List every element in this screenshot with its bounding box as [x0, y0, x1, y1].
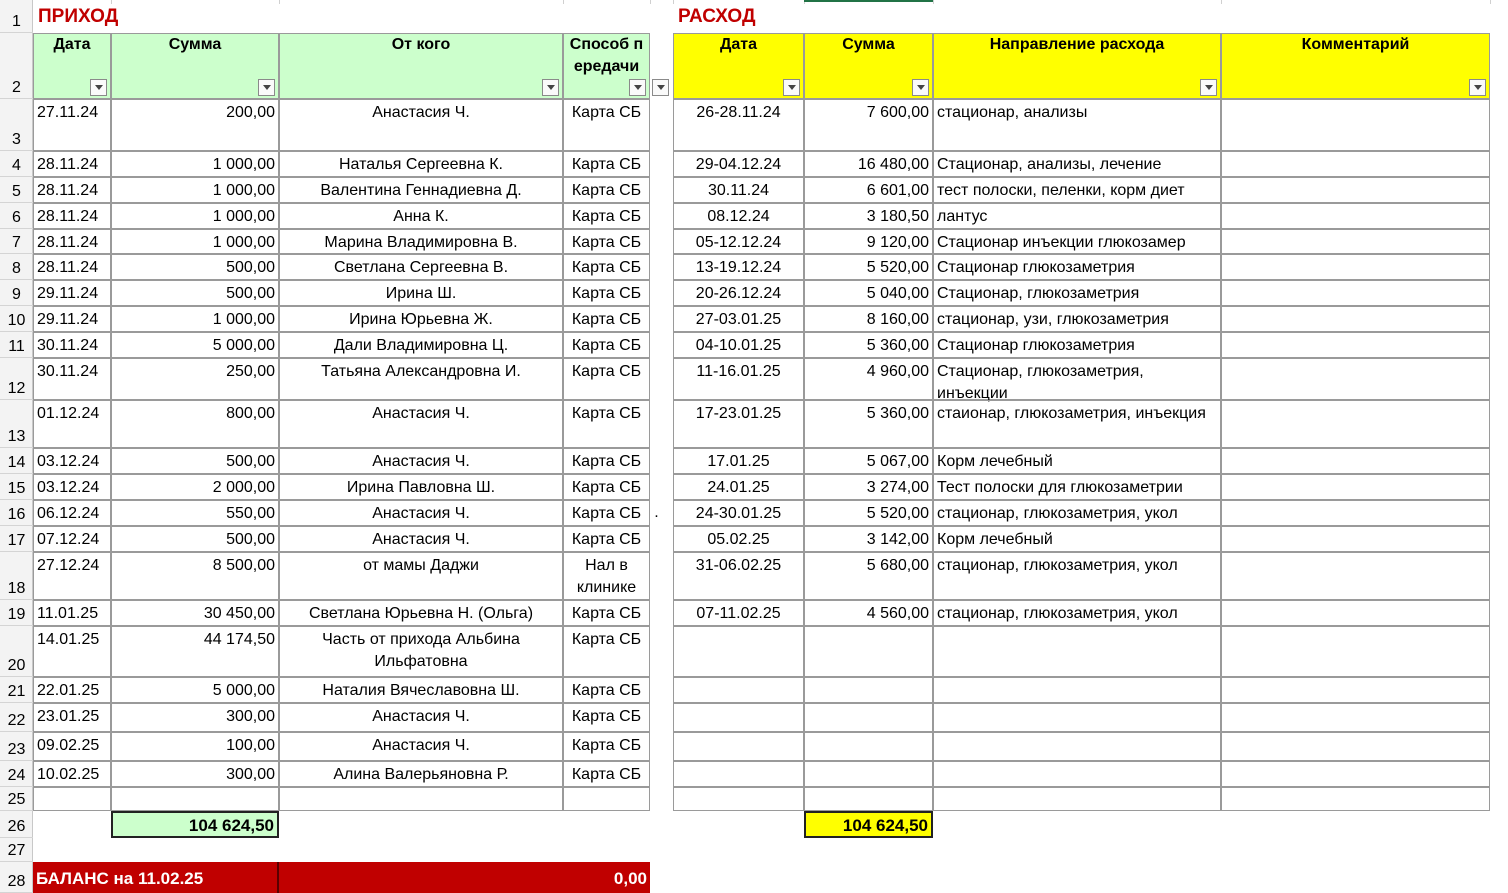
income-method-cell[interactable]: Карта СБ: [563, 732, 650, 761]
expense-date-cell[interactable]: 31-06.02.25: [673, 552, 804, 600]
expense-header-amount[interactable]: Сумма: [804, 33, 933, 99]
income-empty-cell[interactable]: [33, 787, 111, 811]
income-method-cell[interactable]: Карта СБ: [563, 203, 650, 229]
income-date-cell[interactable]: 30.11.24: [33, 358, 111, 400]
income-header-from[interactable]: От кого: [279, 33, 563, 99]
income-title: ПРИХОД: [38, 6, 119, 27]
expense-comment-cell[interactable]: [1221, 280, 1490, 306]
row-number[interactable]: 17: [0, 526, 33, 552]
row-number[interactable]: 22: [0, 703, 33, 732]
row-number[interactable]: 9: [0, 280, 33, 306]
expense-date-cell[interactable]: 08.12.24: [673, 203, 804, 229]
income-method-cell[interactable]: Карта СБ: [563, 400, 650, 448]
income-amount-cell[interactable]: 1 000,00: [111, 203, 279, 229]
expense-empty-cell[interactable]: [1221, 677, 1490, 703]
income-from-cell[interactable]: Анастасия Ч.: [279, 703, 563, 732]
expense-empty-cell[interactable]: [1221, 732, 1490, 761]
expense-empty-cell[interactable]: [1221, 626, 1490, 677]
row-number[interactable]: 28: [0, 862, 33, 893]
expense-amount-cell[interactable]: 5 520,00: [804, 254, 933, 280]
expense-amount-cell[interactable]: 5 360,00: [804, 400, 933, 448]
income-from-cell[interactable]: Анастасия Ч.: [279, 448, 563, 474]
filter-dropdown-icon[interactable]: [258, 79, 275, 96]
expense-comment-cell[interactable]: [1221, 474, 1490, 500]
income-amount-cell[interactable]: 300,00: [111, 703, 279, 732]
income-date-cell[interactable]: 28.11.24: [33, 229, 111, 254]
row-number[interactable]: 27: [0, 838, 33, 862]
expense-direction-cell[interactable]: Корм лечебный: [933, 526, 1221, 552]
income-method-cell[interactable]: Карта СБ: [563, 703, 650, 732]
income-method-cell[interactable]: Карта СБ: [563, 99, 650, 151]
expense-amount-cell[interactable]: 3 274,00: [804, 474, 933, 500]
expense-comment-cell[interactable]: [1221, 203, 1490, 229]
filter-dropdown-icon[interactable]: [1200, 79, 1217, 96]
expense-header-comment[interactable]: Комментарий: [1221, 33, 1490, 99]
income-date-cell[interactable]: 28.11.24: [33, 254, 111, 280]
income-date-cell[interactable]: 29.11.24: [33, 280, 111, 306]
expense-empty-cell[interactable]: [933, 761, 1221, 787]
expense-comment-cell[interactable]: [1221, 306, 1490, 332]
expense-direction-cell[interactable]: Тест полоски для глюкозаметрии: [933, 474, 1221, 500]
expense-direction-cell[interactable]: лантус: [933, 203, 1221, 229]
income-method-cell[interactable]: Карта СБ: [563, 626, 650, 677]
income-date-cell[interactable]: 06.12.24: [33, 500, 111, 526]
expense-direction-cell[interactable]: стаионар, глюкозаметрия, инъекция: [933, 400, 1221, 448]
expense-empty-cell[interactable]: [933, 677, 1221, 703]
selected-column-marker: [804, 0, 933, 2]
expense-amount-cell[interactable]: 4 960,00: [804, 358, 933, 400]
income-date-cell[interactable]: 07.12.24: [33, 526, 111, 552]
filter-dropdown-icon[interactable]: [783, 79, 800, 96]
expense-comment-cell[interactable]: [1221, 177, 1490, 203]
income-method-cell[interactable]: Карта СБ: [563, 306, 650, 332]
expense-empty-cell[interactable]: [804, 787, 933, 811]
income-date-cell[interactable]: 27.11.24: [33, 99, 111, 151]
expense-amount-cell[interactable]: 5 680,00: [804, 552, 933, 600]
expense-comment-cell[interactable]: [1221, 99, 1490, 151]
income-from-cell[interactable]: Анастасия Ч.: [279, 99, 563, 151]
expense-empty-cell[interactable]: [933, 787, 1221, 811]
expense-direction-cell[interactable]: стационар, глюкозаметрия, укол: [933, 552, 1221, 600]
row-number[interactable]: 14: [0, 448, 33, 474]
expense-date-cell[interactable]: 13-19.12.24: [673, 254, 804, 280]
expense-amount-cell[interactable]: 8 160,00: [804, 306, 933, 332]
expense-comment-cell[interactable]: [1221, 229, 1490, 254]
expense-title: РАСХОД: [678, 6, 756, 27]
expense-direction-cell[interactable]: Корм лечебный: [933, 448, 1221, 474]
income-from-cell[interactable]: Ирина Павловна Ш.: [279, 474, 563, 500]
row-number[interactable]: 15: [0, 474, 33, 500]
expense-empty-cell[interactable]: [673, 761, 804, 787]
income-header-method[interactable]: Способ передачи: [563, 33, 650, 99]
filter-dropdown-icon[interactable]: [912, 79, 929, 96]
expense-comment-cell[interactable]: [1221, 552, 1490, 600]
expense-amount-cell[interactable]: 6 601,00: [804, 177, 933, 203]
income-amount-cell[interactable]: 8 500,00: [111, 552, 279, 600]
income-amount-cell[interactable]: 550,00: [111, 500, 279, 526]
filter-dropdown-icon[interactable]: [629, 79, 646, 96]
expense-empty-cell[interactable]: [1221, 787, 1490, 811]
row-number[interactable]: 20: [0, 626, 33, 677]
income-header-date[interactable]: Дата: [33, 33, 111, 99]
expense-direction-cell[interactable]: Стационар, глюкозаметрия: [933, 280, 1221, 306]
column-gridline: [563, 0, 564, 4]
expense-empty-cell[interactable]: [673, 626, 804, 677]
expense-date-cell[interactable]: 27-03.01.25: [673, 306, 804, 332]
income-method-cell[interactable]: Карта СБ: [563, 332, 650, 358]
income-method-cell[interactable]: Нал в клинике: [563, 552, 650, 600]
income-method-cell[interactable]: Карта СБ: [563, 448, 650, 474]
income-from-cell[interactable]: Светлана Сергеевна В.: [279, 254, 563, 280]
income-from-cell[interactable]: Алина Валерьяновна Р.: [279, 761, 563, 787]
expense-empty-cell[interactable]: [804, 703, 933, 732]
expense-total[interactable]: 104 624,50: [804, 811, 933, 838]
expense-date-cell[interactable]: 07-11.02.25: [673, 600, 804, 626]
income-from-cell[interactable]: Дали Владимировна Ц.: [279, 332, 563, 358]
income-amount-cell[interactable]: 1 000,00: [111, 177, 279, 203]
row-number[interactable]: 19: [0, 600, 33, 626]
income-amount-cell[interactable]: 200,00: [111, 99, 279, 151]
income-date-cell[interactable]: 27.12.24: [33, 552, 111, 600]
row-number[interactable]: 21: [0, 677, 33, 703]
expense-date-cell[interactable]: 04-10.01.25: [673, 332, 804, 358]
income-date-cell[interactable]: 28.11.24: [33, 151, 111, 177]
income-amount-cell[interactable]: 250,00: [111, 358, 279, 400]
income-amount-cell[interactable]: 1 000,00: [111, 229, 279, 254]
row-number[interactable]: 23: [0, 732, 33, 761]
income-from-cell[interactable]: Ирина Юрьевна Ж.: [279, 306, 563, 332]
stray-mark: .: [654, 504, 659, 521]
expense-empty-cell[interactable]: [673, 703, 804, 732]
income-from-cell[interactable]: Анастасия Ч.: [279, 732, 563, 761]
row-number[interactable]: 11: [0, 332, 33, 358]
row-number[interactable]: 2: [0, 33, 33, 99]
income-from-cell[interactable]: Марина Владимировна В.: [279, 229, 563, 254]
income-amount-cell[interactable]: 5 000,00: [111, 332, 279, 358]
expense-empty-cell[interactable]: [804, 677, 933, 703]
column-gridline: [650, 0, 651, 4]
income-from-cell[interactable]: Анастасия Ч.: [279, 400, 563, 448]
expense-date-cell[interactable]: 11-16.01.25: [673, 358, 804, 400]
expense-date-cell[interactable]: 29-04.12.24: [673, 151, 804, 177]
income-from-cell[interactable]: Ирина Ш.: [279, 280, 563, 306]
expense-amount-cell[interactable]: 5 520,00: [804, 500, 933, 526]
income-method-cell[interactable]: Карта СБ: [563, 151, 650, 177]
expense-direction-cell[interactable]: Стационар, анализы, лечение: [933, 151, 1221, 177]
income-amount-cell[interactable]: 500,00: [111, 448, 279, 474]
expense-date-cell[interactable]: 26-28.11.24: [673, 99, 804, 151]
income-date-cell[interactable]: 29.11.24: [33, 306, 111, 332]
expense-empty-cell[interactable]: [1221, 703, 1490, 732]
expense-amount-cell[interactable]: 5 040,00: [804, 280, 933, 306]
expense-empty-cell[interactable]: [673, 677, 804, 703]
expense-comment-cell[interactable]: [1221, 500, 1490, 526]
income-amount-cell[interactable]: 800,00: [111, 400, 279, 448]
expense-date-cell[interactable]: 30.11.24: [673, 177, 804, 203]
expense-comment-cell[interactable]: [1221, 400, 1490, 448]
expense-empty-cell[interactable]: [804, 761, 933, 787]
income-date-cell[interactable]: 30.11.24: [33, 332, 111, 358]
expense-comment-cell[interactable]: [1221, 332, 1490, 358]
row-number[interactable]: 5: [0, 177, 33, 203]
income-amount-cell[interactable]: 500,00: [111, 254, 279, 280]
income-date-cell[interactable]: 22.01.25: [33, 677, 111, 703]
expense-date-cell[interactable]: 17-23.01.25: [673, 400, 804, 448]
income-date-cell[interactable]: 28.11.24: [33, 177, 111, 203]
expense-empty-cell[interactable]: [933, 703, 1221, 732]
income-method-cell[interactable]: Карта СБ: [563, 600, 650, 626]
income-from-cell[interactable]: Анастасия Ч.: [279, 500, 563, 526]
income-total[interactable]: 104 624,50: [111, 811, 279, 838]
expense-empty-cell[interactable]: [933, 732, 1221, 761]
income-method-cell[interactable]: Карта СБ: [563, 500, 650, 526]
expense-date-cell[interactable]: 24.01.25: [673, 474, 804, 500]
expense-direction-cell[interactable]: стационар, узи, глюкозаметрия: [933, 306, 1221, 332]
expense-amount-cell[interactable]: 9 120,00: [804, 229, 933, 254]
expense-comment-cell[interactable]: [1221, 254, 1490, 280]
expense-direction-cell[interactable]: Стационар, глюкозаметрия, инъекции: [933, 358, 1221, 400]
column-gridline: [933, 0, 934, 4]
expense-comment-cell[interactable]: [1221, 526, 1490, 552]
row-number[interactable]: 8: [0, 254, 33, 280]
expense-direction-cell[interactable]: Стационар глюкозаметрия: [933, 254, 1221, 280]
income-from-cell[interactable]: Анастасия Ч.: [279, 526, 563, 552]
row-number[interactable]: 16: [0, 500, 33, 526]
income-amount-cell[interactable]: 500,00: [111, 526, 279, 552]
income-amount-cell[interactable]: 44 174,50: [111, 626, 279, 677]
expense-header-date[interactable]: Дата: [673, 33, 804, 99]
income-amount-cell[interactable]: 1 000,00: [111, 306, 279, 332]
filter-dropdown-icon[interactable]: [90, 79, 107, 96]
income-date-cell[interactable]: 03.12.24: [33, 474, 111, 500]
income-amount-cell[interactable]: 100,00: [111, 732, 279, 761]
income-date-cell[interactable]: 11.01.25: [33, 600, 111, 626]
income-date-cell[interactable]: 01.12.24: [33, 400, 111, 448]
expense-amount-cell[interactable]: 7 600,00: [804, 99, 933, 151]
expense-amount-cell[interactable]: 4 560,00: [804, 600, 933, 626]
row-number[interactable]: 24: [0, 761, 33, 787]
expense-amount-cell[interactable]: 3 142,00: [804, 526, 933, 552]
income-method-cell[interactable]: Карта СБ: [563, 761, 650, 787]
column-gridline: [673, 0, 674, 4]
expense-comment-cell[interactable]: [1221, 151, 1490, 177]
income-method-cell[interactable]: Карта СБ: [563, 177, 650, 203]
income-method-cell[interactable]: Карта СБ: [563, 358, 650, 400]
income-date-cell[interactable]: 10.02.25: [33, 761, 111, 787]
expense-date-cell[interactable]: 17.01.25: [673, 448, 804, 474]
row-number[interactable]: 18: [0, 552, 33, 600]
income-method-cell[interactable]: Карта СБ: [563, 254, 650, 280]
income-from-cell[interactable]: Часть от прихода Альбина Ильфатовна: [279, 626, 563, 677]
balance-value[interactable]: 0,00: [279, 862, 650, 893]
income-method-cell[interactable]: Карта СБ: [563, 280, 650, 306]
income-amount-cell[interactable]: 500,00: [111, 280, 279, 306]
row-number[interactable]: 13: [0, 400, 33, 448]
income-empty-cell[interactable]: [111, 787, 279, 811]
income-from-cell[interactable]: Наталия Вячеславовна Ш.: [279, 677, 563, 703]
row-number[interactable]: 10: [0, 306, 33, 332]
row-number[interactable]: 4: [0, 151, 33, 177]
expense-direction-cell[interactable]: стационар, анализы: [933, 99, 1221, 151]
income-method-cell[interactable]: Карта СБ: [563, 677, 650, 703]
expense-amount-cell[interactable]: 5 067,00: [804, 448, 933, 474]
income-from-cell[interactable]: Татьяна Александровна И.: [279, 358, 563, 400]
income-amount-cell[interactable]: 5 000,00: [111, 677, 279, 703]
income-empty-cell[interactable]: [563, 787, 650, 811]
expense-empty-cell[interactable]: [804, 626, 933, 677]
filter-dropdown-icon[interactable]: [542, 79, 559, 96]
expense-direction-cell[interactable]: Стационар инъекции глюкозамер: [933, 229, 1221, 254]
expense-amount-cell[interactable]: 3 180,50: [804, 203, 933, 229]
expense-empty-cell[interactable]: [673, 787, 804, 811]
expense-date-cell[interactable]: 05.02.25: [673, 526, 804, 552]
income-from-cell[interactable]: Анна К.: [279, 203, 563, 229]
expense-empty-cell[interactable]: [933, 626, 1221, 677]
income-from-cell[interactable]: Светлана Юрьевна Н. (Ольга): [279, 600, 563, 626]
income-method-cell[interactable]: Карта СБ: [563, 474, 650, 500]
filter-dropdown-icon[interactable]: [1469, 79, 1486, 96]
expense-direction-cell[interactable]: стационар, глюкозаметрия, укол: [933, 500, 1221, 526]
income-method-cell[interactable]: Карта СБ: [563, 229, 650, 254]
income-date-cell[interactable]: 09.02.25: [33, 732, 111, 761]
expense-empty-cell[interactable]: [804, 732, 933, 761]
row-number[interactable]: 12: [0, 358, 33, 400]
income-date-cell[interactable]: 28.11.24: [33, 203, 111, 229]
income-header-amount[interactable]: Сумма: [111, 33, 279, 99]
column-gridline: [1490, 0, 1491, 4]
expense-empty-cell[interactable]: [1221, 761, 1490, 787]
row-number[interactable]: 25: [0, 787, 33, 811]
income-date-cell[interactable]: 23.01.25: [33, 703, 111, 732]
expense-empty-cell[interactable]: [673, 732, 804, 761]
expense-date-cell[interactable]: 24-30.01.25: [673, 500, 804, 526]
column-gridline: [1221, 0, 1222, 4]
income-empty-cell[interactable]: [279, 787, 563, 811]
income-method-cell[interactable]: Карта СБ: [563, 526, 650, 552]
expense-direction-cell[interactable]: стационар, глюкозаметрия, укол: [933, 600, 1221, 626]
income-amount-cell[interactable]: 2 000,00: [111, 474, 279, 500]
income-amount-cell[interactable]: 1 000,00: [111, 151, 279, 177]
income-from-cell[interactable]: Валентина Геннадиевна Д.: [279, 177, 563, 203]
row-number[interactable]: 6: [0, 203, 33, 229]
income-from-cell[interactable]: Наталья Сергеевна К.: [279, 151, 563, 177]
row-number[interactable]: 1: [0, 0, 33, 33]
income-amount-cell[interactable]: 30 450,00: [111, 600, 279, 626]
row-number[interactable]: 26: [0, 811, 33, 838]
filter-dropdown-icon[interactable]: [652, 79, 669, 96]
income-date-cell[interactable]: 14.01.25: [33, 626, 111, 677]
expense-comment-cell[interactable]: [1221, 448, 1490, 474]
income-amount-cell[interactable]: 300,00: [111, 761, 279, 787]
expense-date-cell[interactable]: 20-26.12.24: [673, 280, 804, 306]
expense-header-direction[interactable]: Направление расхода: [933, 33, 1221, 99]
expense-amount-cell[interactable]: 16 480,00: [804, 151, 933, 177]
expense-amount-cell[interactable]: 5 360,00: [804, 332, 933, 358]
expense-date-cell[interactable]: 05-12.12.24: [673, 229, 804, 254]
expense-direction-cell[interactable]: тест полоски, пеленки, корм диет: [933, 177, 1221, 203]
income-from-cell[interactable]: от мамы Даджи: [279, 552, 563, 600]
expense-comment-cell[interactable]: [1221, 600, 1490, 626]
row-number[interactable]: 7: [0, 229, 33, 254]
row-number[interactable]: 3: [0, 99, 33, 151]
expense-direction-cell[interactable]: Стационар глюкозаметрия: [933, 332, 1221, 358]
income-date-cell[interactable]: 03.12.24: [33, 448, 111, 474]
expense-comment-cell[interactable]: [1221, 358, 1490, 400]
balance-label[interactable]: БАЛАНС на 11.02.25: [33, 862, 279, 893]
